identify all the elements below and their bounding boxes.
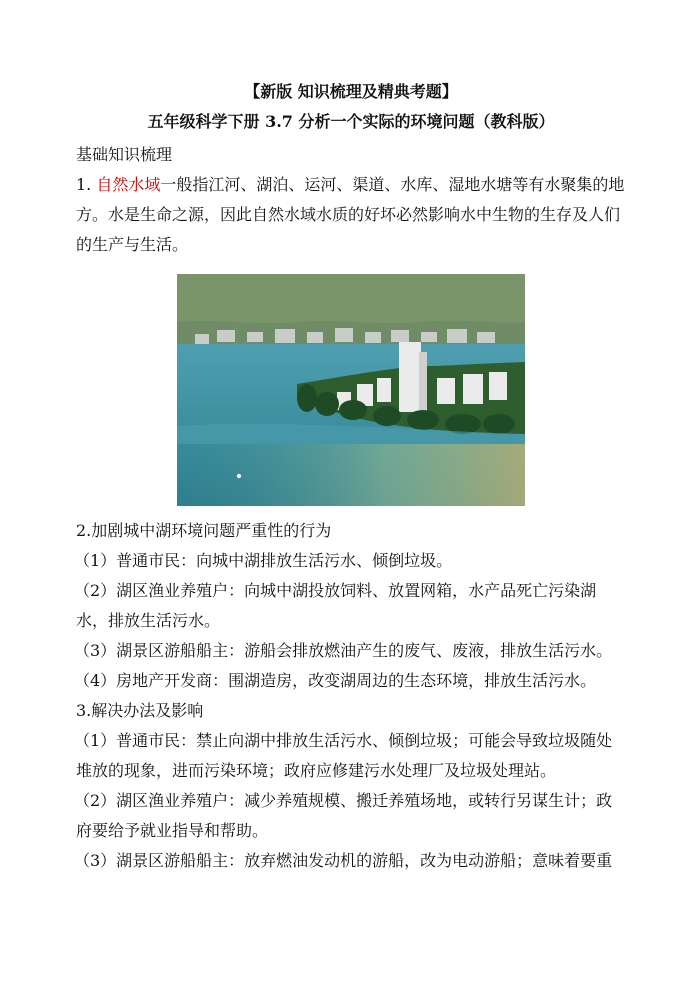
document-subtitle: 五年级科学下册 3.7 分析一个实际的环境问题（教科版）	[147, 112, 555, 131]
paragraph-natural-waters	[76, 170, 626, 260]
paragraph-text: 一般指江河、湖泊、运河、渠道、水库、湿地水塘等有水聚集的地方。水是生命之源，因此自然水域水质的好坏必然影响水中生物的生存及人们的生产与生活。	[76, 175, 625, 254]
list-item: （2）湖区渔业养殖户：向城中湖投放饲料、放置网箱，水产品死亡污染湖水，排放生活污水。	[74, 581, 597, 630]
list-item: （1）普通市民：禁止向湖中排放生活污水、倾倒垃圾；可能会导致垃圾随处堆放的现象，进而污染环境；政府应修建污水处理厂及垃圾处理站。	[74, 731, 613, 780]
lake-city-illustration	[177, 274, 525, 506]
section-heading-behaviors: 2.加剧城中湖环境问题严重性的行为	[76, 521, 332, 540]
highlight-term: 自然水域	[96, 175, 161, 194]
list-item: （4）房地产开发商：围湖造房，改变湖周边的生态环境，排放生活污水。	[74, 671, 597, 690]
list-item: （2）湖区渔业养殖户：减少养殖规模、搬迁养殖场地，或转行另谋生计；政府要给予就业指导和帮助。	[74, 791, 613, 840]
list-item: （1）普通市民：向城中湖排放生活污水、倾倒垃圾。	[74, 551, 453, 570]
section-heading-solutions: 3.解决办法及影响	[76, 701, 204, 720]
list-item: （3）湖景区游船船主：游船会排放燃油产生的废气、废液，排放生活污水。	[74, 641, 613, 660]
document-page	[76, 70, 626, 876]
paragraph-prefix: 1.	[76, 175, 97, 194]
lake-city-photo	[177, 274, 525, 506]
document-title: 【新版 知识梳理及精典考题】	[244, 82, 458, 101]
section-heading-basic: 基础知识梳理	[76, 145, 173, 164]
list-item: （3）湖景区游船船主：放弃燃油发动机的游船，改为电动游船；意味着要重	[74, 851, 613, 870]
